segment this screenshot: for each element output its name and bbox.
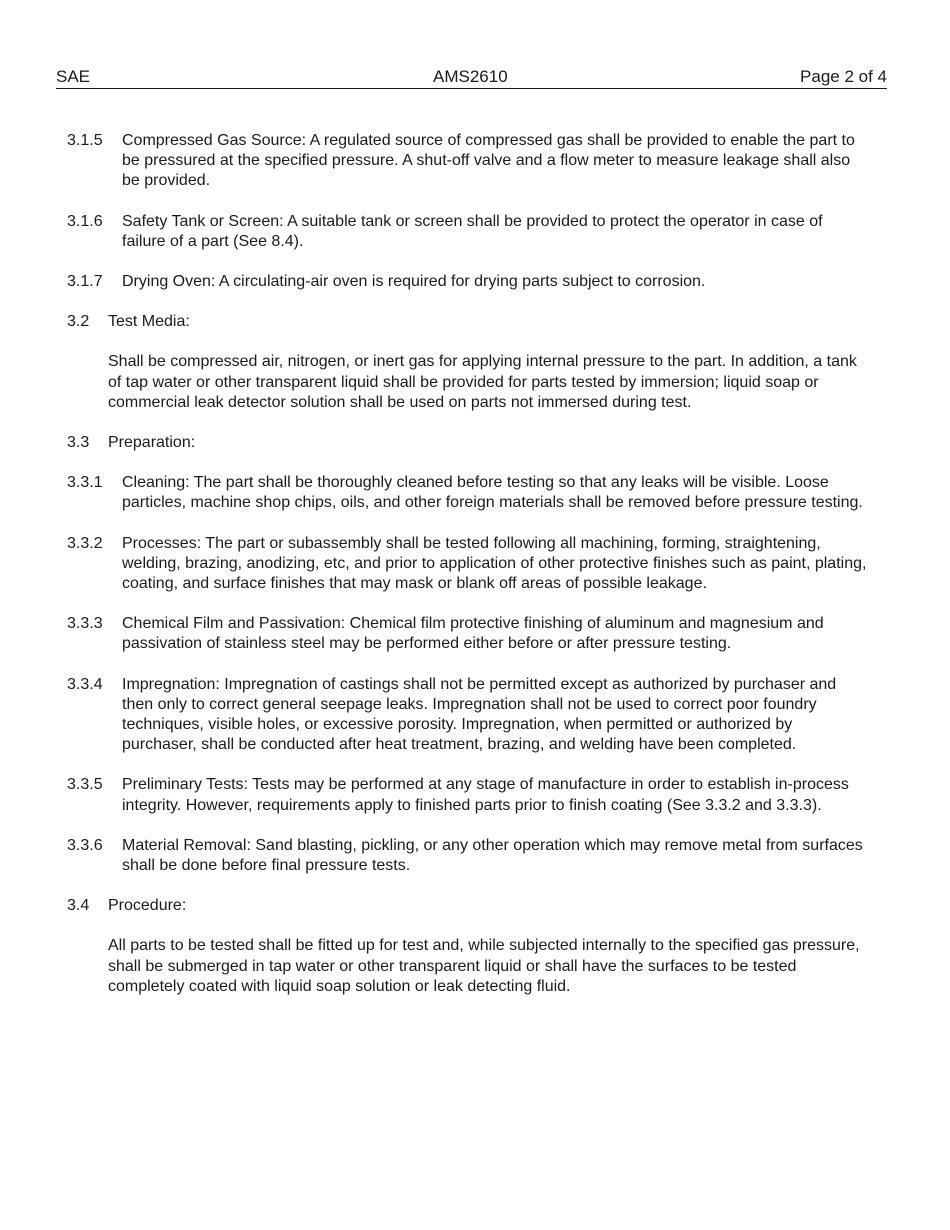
section-number: 3.3.2 (67, 534, 103, 552)
section-number: 3.3 (67, 434, 90, 452)
section-heading: Preparation: (108, 434, 196, 452)
section-3-1-5 (67, 131, 867, 192)
section-text: Drying Oven: A circulating-air oven is required for drying parts subject to corrosion. (122, 273, 706, 291)
section-3-3-3 (67, 614, 867, 654)
section-3-3-4 (67, 675, 867, 756)
section-text: Cleaning: The part shall be thoroughly cleaned before testing so that any leaks will be visible. Loose particles, machine shop chips, oils, and other foreign materials shall be removed before pressure testing. (122, 474, 863, 512)
document-body (67, 131, 867, 1017)
section-3-3-6 (67, 836, 867, 876)
section-number: 3.4 (67, 897, 90, 915)
section-number: 3.3.5 (67, 776, 103, 794)
section-3-1-6 (67, 212, 867, 252)
section-3-3-1 (67, 473, 867, 513)
section-3-3-2 (67, 534, 867, 595)
page-header (56, 66, 887, 89)
section-3-3-heading (67, 433, 867, 453)
section-text: Compressed Gas Source: A regulated source of compressed gas shall be provided to enable the part to be pressured at the specified pressure. A shut-off valve and a flow meter to measure leakage shall also be provided. (122, 132, 855, 190)
section-3-2-body: Shall be compressed air, nitrogen, or inert gas for applying internal pressure to the part. In addition, a tank of tap water or other transparent liquid shall be provided for parts tested by immersion; liquid soap or commercial leak detector solution shall be used on parts not immersed during test. (108, 353, 857, 411)
section-text: Impregnation: Impregnation of castings shall not be permitted except as authorized by purchaser and then only to correct general seepage leaks. Impregnation shall not be used to correct poor foundry techniques, visible holes, or excessive porosity. Impregnation, when permitted or authorized by purchaser, shall be conducted after heat treatment, brazing, and welding have been completed. (122, 675, 837, 754)
section-number: 3.3.1 (67, 474, 103, 492)
section-text: Processes: The part or subassembly shall be tested following all machining, forming, straightening, welding, brazing, anodizing, etc, and prior to application of other protective finishes such as paint, plating, coating, and surface finishes that may mask or blank off areas of possible leakage. (122, 534, 867, 593)
section-number: 3.1.5 (67, 132, 103, 149)
header-doc-number: AMS2610 (433, 67, 508, 86)
header-page-number: Page 2 of 4 (800, 67, 887, 86)
section-3-4-heading (67, 896, 867, 916)
header-org: SAE (56, 67, 91, 86)
section-number: 3.3.3 (67, 615, 103, 633)
section-3-2-heading (67, 312, 867, 332)
section-number: 3.1.7 (67, 273, 103, 291)
section-number: 3.2 (67, 313, 90, 331)
section-number: 3.3.6 (67, 836, 103, 854)
section-text: Material Removal: Sand blasting, pickling, or any other operation which may remove metal from surfaces shall be done before final pressure tests. (122, 836, 863, 875)
section-heading: Test Media: (108, 313, 190, 331)
section-text: Preliminary Tests: Tests may be performed at any stage of manufacture in order to establish in-process integrity. However, requirements apply to finished parts prior to finish coating (See 3.3.2 and 3.3.3). (122, 776, 849, 814)
section-heading: Procedure: (108, 897, 187, 915)
section-3-1-7 (67, 272, 867, 292)
section-3-4-body: All parts to be tested shall be fitted up for test and, while subjected internally to the specified gas pressure, shall be submerged in tap water or other transparent liquid or shall have the surfaces to be tested completely coated with liquid soap solution or leak detecting fluid. (108, 937, 860, 995)
section-number: 3.1.6 (67, 212, 103, 230)
section-text: Chemical Film and Passivation: Chemical film protective finishing of aluminum and magnesium and passivation of stainless steel may be performed either before or after pressure testing. (122, 615, 824, 653)
section-3-3-5 (67, 775, 867, 815)
section-number: 3.3.4 (67, 675, 103, 693)
section-text: Safety Tank or Screen: A suitable tank or screen shall be provided to protect the operator in case of failure of a part (See 8.4). (122, 212, 823, 250)
